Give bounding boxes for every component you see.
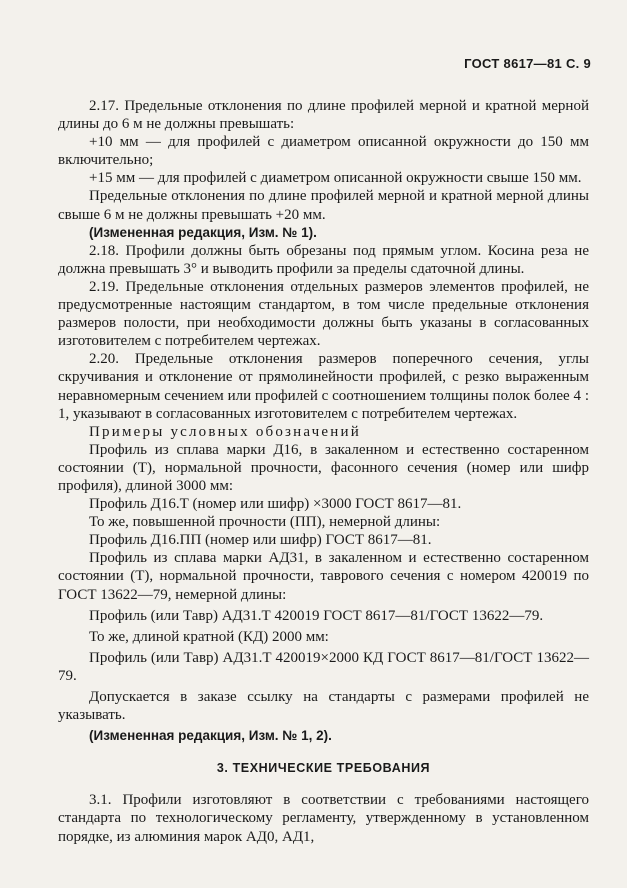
amendment-note-2: (Измененная редакция, Изм. № 1, 2).	[89, 728, 332, 744]
tolerance-item-2: +15 мм — для профилей с диаметром описанной окружности свыше 150 мм.	[89, 170, 582, 187]
example-1-description: Профиль из сплава марки Д16, в закаленном и естественно состаренном состоянии (Т), нормальной прочности, фасонного сечения (номер или шифр профиля), длиной 3000 мм:	[58, 441, 589, 494]
example-3-description: Профиль из сплава марки АД31, в закаленном и естественно состаренном состоянии (Т), нормальной прочности, таврового сечения с номером 420019 по ГОСТ 13622—79, немерной длины:	[58, 550, 589, 603]
document-body	[58, 97, 589, 846]
example-3-designation: Профиль (или Тавр) АД31.Т 420019 ГОСТ 8617—81/ГОСТ 13622—79.	[89, 607, 544, 624]
clause-2-19: 2.19. Предельные отклонения отдельных размеров элементов профилей, не предусмотренные настоящим стандартом, в том числе предельные отклонения размеров полости, при необходимости должны быть указаны в согласованных изготовителем с потребителем чертежах.	[58, 278, 589, 350]
tolerance-over-6m: Предельные отклонения по длине профилей мерной и кратной мерной длины свыше 6 м не должны превышать +20 мм.	[58, 188, 589, 223]
example-4-description: То же, длиной кратной (КД) 2000 мм:	[89, 628, 329, 645]
example-4-designation: Профиль (или Тавр) АД31.Т 420019×2000 КД ГОСТ 8617—81/ГОСТ 13622—79.	[58, 649, 589, 684]
clause-2-17: 2.17. Предельные отклонения по длине профилей мерной и кратной мерной длины до 6 м не должны превышать:	[58, 98, 589, 133]
example-2-designation: Профиль Д16.ПП (номер или шифр) ГОСТ 8617—81.	[89, 532, 432, 549]
tolerance-item-1: +10 мм — для профилей с диаметром описанной окружности до 150 мм включительно;	[58, 134, 589, 169]
example-2-description: То же, повышенной прочности (ПП), немерной длины:	[89, 514, 441, 531]
clause-2-20: 2.20. Предельные отклонения размеров поперечного сечения, углы скручивания и отклонение от прямолинейности профилей, с резко выраженным неравномерным сечением или профилей с соотношением толщины полок более 4 : 1, указывают в согласованных изготовителем с потребителем чертежах.	[58, 351, 589, 422]
example-1-designation: Профиль Д16.Т (номер или шифр) ×3000 ГОСТ 8617—81.	[89, 496, 462, 513]
page-header: ГОСТ 8617—81 С. 9	[464, 56, 591, 71]
amendment-note-1: (Измененная редакция, Изм. № 1).	[89, 224, 317, 240]
section-3-heading: 3. ТЕХНИЧЕСКИЕ ТРЕБОВАНИЯ	[216, 761, 431, 776]
reference-note: Допускается в заказе ссылку на стандарты с размерами профилей не указывать.	[58, 689, 589, 724]
clause-3-1: 3.1. Профили изготовляют в соответствии с требованиями настоящего стандарта по технологическому регламенту, утвержденному в установленном порядке, из алюминия марок АД0, АД1,	[58, 792, 589, 845]
clause-2-18: 2.18. Профили должны быть обрезаны под прямым углом. Косина реза не должна превышать 3° и выводить профили за пределы сдаточной длины.	[58, 242, 589, 277]
examples-heading: Примеры условных обозначений	[89, 423, 361, 440]
